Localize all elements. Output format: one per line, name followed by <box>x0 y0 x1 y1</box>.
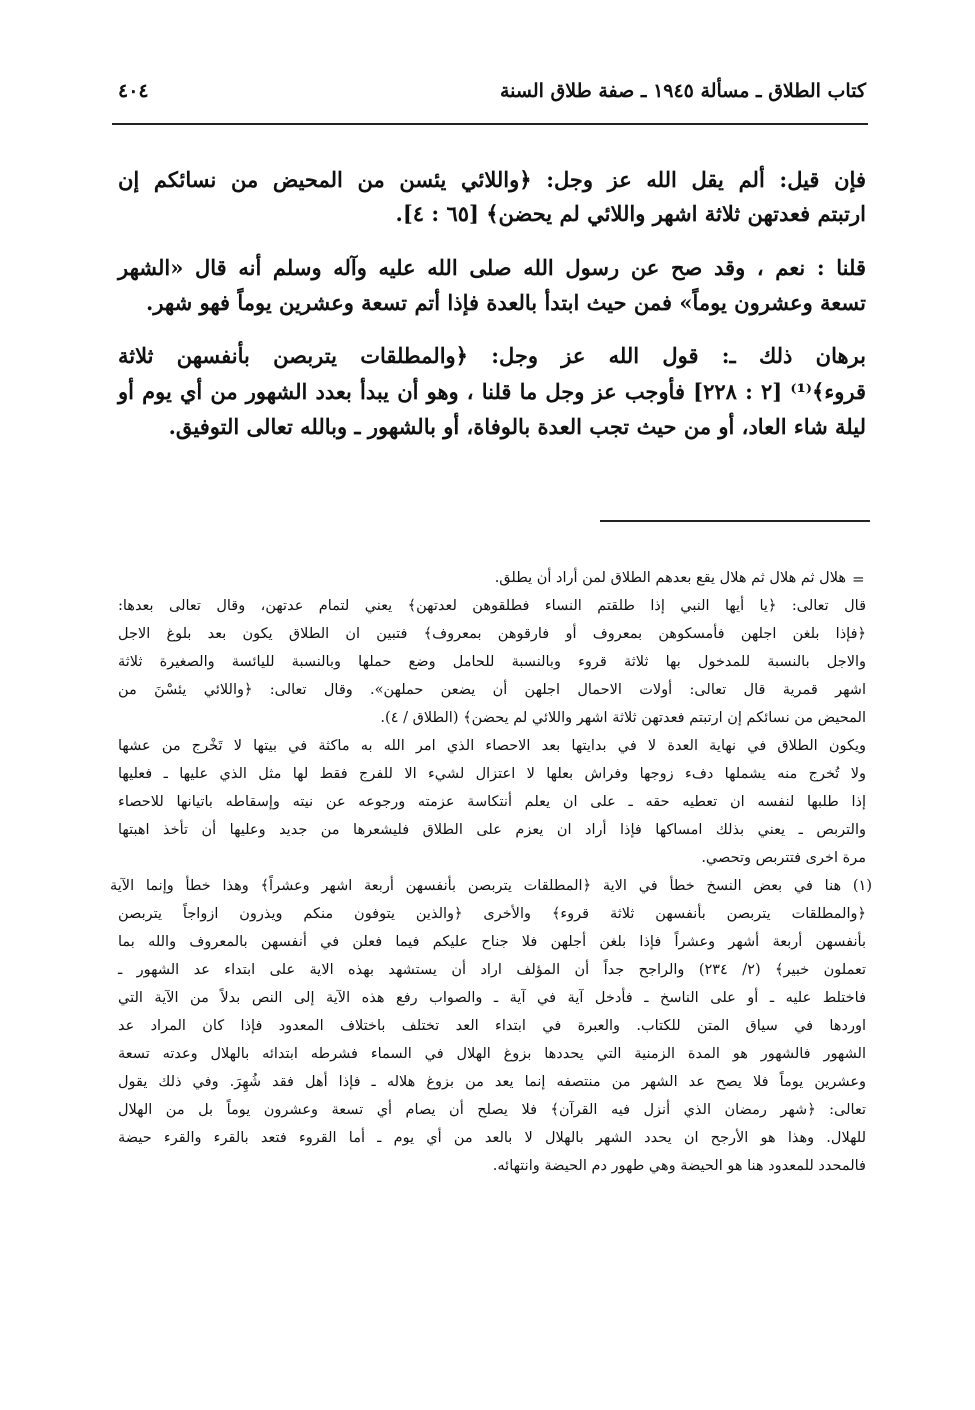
footnote-separator <box>600 520 870 522</box>
footnote-line: للهلال. وهذا هو الأرجح ان يحدد الشهر بالهلال لا بالعد من أي يوم ـ أما القروء فتعد بالقرء والقرء حيضة <box>118 1130 866 1146</box>
footnote-line: وعشرين يوماً فلا يصح عد الشهر من منتصفه إنما يعد من بزوغ هلاله ـ فإذا أهل فقد شُهِرَ. وفي ذلك يقول <box>118 1074 866 1090</box>
header-title: كتاب الطلاق ـ مسألة ١٩٤٥ ـ صفة طلاق السنة <box>499 80 866 102</box>
running-header <box>118 80 866 114</box>
footnote-line: هلال ثم هلال ثم هلال يقع بعدهم الطلاق لمن أراد أن يطلق. <box>494 570 846 586</box>
footnote-line: بأنفسهن أربعة أشهر وعشراً فإذا بلغن أجلهن فلا جناح عليكم فيما فعلن في أنفسهن بالمعروف والله بما <box>118 934 866 950</box>
footnote-line: ولا تُخرج منه يشملها دفء زوجها وفراش بعلها لا اعتزال لشيء الا للفرج فقط لها مثل الذي عليها ـ فعليها <box>118 766 866 782</box>
footnote-line: الشهور فالشهور هو المدة الزمنية التي يحددها بزوغ الهلال في السماء فشرطه ابتدائه بالهلال وعدته تسعة <box>118 1046 866 1062</box>
footnote-line: اشهر قمرية قال تعالى: أولات الاحمال اجلهن أن يضعن حملهن». وقال تعالى: ﴿واللائي يئسْنَ من <box>118 682 866 698</box>
footnote-line: قال تعالى: ﴿يا أيها النبي إذا طلقتم النساء فطلقوهن لعدتهن﴾ يعني لتمام عدتهن، وقال تعالى بعدها: <box>118 598 866 614</box>
footnote-line: تعملون خبير﴾ (٢/ ٢٣٤) والراجح جداً أن المؤلف اراد أن يستشهد بهذه الاية على ابتداء عد الشهور ـ <box>118 962 866 978</box>
footnote-line: فاختلط عليه ـ أو على الناسخ ـ فأدخل آية في آية ـ والصواب رفع هذه الآية إلى النص بدلاً من الآية التي <box>118 990 866 1006</box>
footnote-line: تعالى: ﴿شهر رمضان الذي أنزل فيه القرآن﴾ فلا يصلح أن يصام أي تسعة وعشرون يوماً بل من الهلال <box>118 1102 867 1118</box>
footnote-line: والتربص ـ يعني بذلك امساكها فإذا أراد ان يعزم على الطلاق فليشعرها من جديد وعليها أن تأخذ اهبتها <box>118 822 866 838</box>
text-line: ليلة شاء العاد، أو من حيث تجب العدة بالوفاة، أو بالشهور ـ وبالله تعالى التوفيق. <box>168 414 866 439</box>
footnote-line: ﴿والمطلقات يتربصن بأنفسهن ثلاثة قروء﴾ والأخرى ﴿والذين يتوفون منكم ويذرون ازواجاً يتربصن <box>118 906 866 922</box>
footnote-line: إذا طلبها لنفسه ان تعطيه حقه ـ على ان يعلم أنتكاسة عزمته ورجوعه عن نيته وإسقاطه باتيانها للاحصاء <box>118 794 866 810</box>
footnote-line: (١) هنا في بعض النسخ خطأ في الاية ﴿المطلقات يتربصن بأنفسهن أربعة اشهر وعشراً﴾ وهذا خطأ وإنما الآية <box>110 878 872 894</box>
footnote-line: فالمحدد للمعدود هنا هو الحيضة وهي طهور دم الحيضة وانتهائه. <box>492 1158 866 1174</box>
page-number: ٤٠٤ <box>118 80 149 102</box>
text-line: فإن قيل: ألم يقل الله عز وجل: ﴿واللائي يئسن من المحيض من نسائكم إن <box>118 167 866 192</box>
text-line: تسعة وعشرون يوماً» فمن حيث ابتدأ بالعدة فإذا أتم تسعة وعشرين يوماً فهو شهر. <box>146 290 866 315</box>
header-rule <box>112 123 868 125</box>
text-line: ارتبتم فعدتهن ثلاثة اشهر واللائي لم يحضن﴾ [٦٥ : ٤]. <box>395 201 866 226</box>
text-line: قلنا : نعم ، وقد صح عن رسول الله صلى الله عليه وآله وسلم أنه قال «الشهر <box>118 255 866 280</box>
footnote-line: مرة اخرى فتتربص وتحصي. <box>701 850 866 866</box>
text-line: قروء﴾⁽¹⁾ [٢ : ٢٢٨] فأوجب عز وجل ما قلنا ، وهو أن يبدأ بعدد الشهور من أي يوم أو <box>118 379 866 404</box>
footnote-line: ﴿فإذا بلغن اجلهن فأمسكوهن بمعروف أو فارقوهن بمعروف﴾ فتبين ان الطلاق يكون بعد بلوغ الاجل <box>118 626 866 642</box>
footnote-line: ويكون الطلاق في نهاية العدة لا في بدايتها بعد الاحصاء الذي امر الله به ماكثة في بيتها لا تَخْرج من عشها <box>118 738 866 754</box>
footnote-line: اوردها في سياق المتن للكتاب. والعبرة في ابتداء العد تختلف باختلاف المعدود فإذا كان المراد عد <box>118 1018 866 1034</box>
continuation-mark: = <box>852 570 865 588</box>
text-line: برهان ذلك ـ: قول الله عز وجل: ﴿والمطلقات يتربصن بأنفسهن ثلاثة <box>118 343 866 368</box>
footnote-line: والاجل بالنسبة للمدخول بها ثلاثة قروء وبالنسبة للحامل وضع حملها وبالنسبة لليائسة والصغيرة ثلاثة <box>118 654 866 670</box>
footnote-line: المحيض من نسائكم إن ارتبتم فعدتهن ثلاثة اشهر واللائي لم يحضن﴾ (الطلاق / ٤). <box>380 710 866 726</box>
